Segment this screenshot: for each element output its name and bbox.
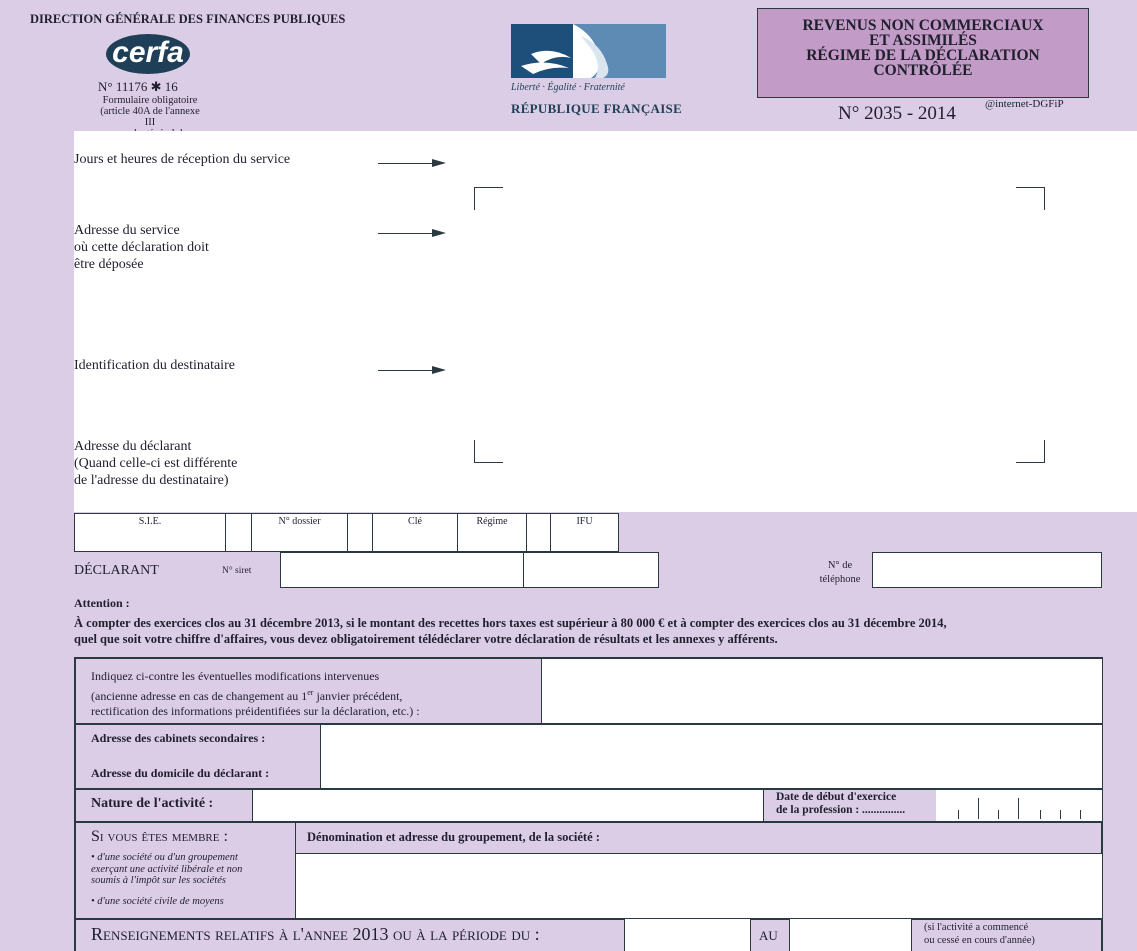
modifications-line-1: Indiquez ci-contre les éventuelles modifications intervenues — [91, 669, 380, 683]
mod-line-2a: (ancienne adresse en cas de changement au 1 — [91, 688, 308, 703]
nature-activite-label: Nature de l'activité : — [91, 796, 214, 811]
modifications-line-3: rectification des informations préidentifiées sur la déclaration, etc.) : — [91, 704, 420, 718]
form-title-box — [757, 8, 1089, 98]
renseignements-label: Renseignements relatifs à l'annee 2013 ou à la période du : — [91, 924, 540, 944]
form-number: N° 2035 - 2014 — [838, 103, 956, 124]
membre-item-2: • d'une société civile de moyens — [91, 896, 224, 907]
mod-line-2b: janvier précédent, — [313, 688, 403, 703]
denomination-input-2[interactable] — [295, 885, 1102, 919]
adresse-service-label — [74, 222, 209, 273]
membre-item-1-line-3: soumis à l'impôt sur les sociétés — [91, 875, 226, 886]
periode-note-line-1: (si l'activité a commencé — [924, 922, 1029, 933]
adresse-declarant-line-1: Adresse du déclarant — [74, 439, 192, 454]
au-label: AU — [759, 928, 778, 943]
date-tick — [1080, 810, 1081, 819]
nature-activite-input[interactable] — [252, 790, 764, 821]
tel-line-2: téléphone — [819, 574, 861, 585]
periode-note — [924, 921, 1035, 947]
direction-heading: DIRECTION GÉNÉRALE DES FINANCES PUBLIQUES — [30, 12, 346, 26]
telephone-input[interactable] — [872, 552, 1102, 588]
cerfa-number: N° 11176 ✱ 16 — [98, 79, 178, 94]
title-line-2: ET ASSIMILÉS — [869, 32, 977, 49]
arrow-right-icon — [432, 159, 446, 167]
membre-title: Si vous êtes membre : — [91, 828, 228, 845]
corner-top-left — [474, 187, 503, 210]
service-area-right — [1089, 131, 1137, 512]
arrow-right-icon — [432, 366, 446, 374]
periode-note-line-2: ou cessé en cours d'année) — [924, 935, 1035, 946]
domicile-label: Adresse du domicile du déclarant : — [91, 766, 270, 780]
motto: Liberté · Égalité · Fraternité — [511, 82, 625, 93]
attention-line-2: quel que soit votre chiffre d'affaires, vous devez obligatoirement télédéclarer votre déclaration de résultats et les annexes y afférents. — [74, 632, 778, 646]
declarant-label: DÉCLARANT — [74, 563, 159, 578]
date-line-2: de la profession : ............... — [776, 804, 906, 816]
date-tick — [1040, 810, 1041, 819]
domicile-input[interactable] — [320, 756, 1102, 789]
date-debut-label — [776, 791, 905, 817]
attention-title: Attention : — [74, 596, 130, 610]
regime-key-cell[interactable] — [526, 513, 551, 552]
tel-line-1: N° de — [827, 560, 853, 571]
article-line-1: (article 40A de l'annexe III — [100, 106, 200, 128]
membre-item-1-line-2: exerçant une activité libérale et non — [91, 863, 243, 875]
date-tick — [998, 810, 999, 819]
periode-debut-input[interactable] — [624, 919, 751, 951]
arrow-line-3 — [378, 370, 432, 371]
attention-line-1: À compter des exercices clos au 31 décembre 2013, si le montant des recettes hors taxes est supérieur à 80 000 € et à compter des exercices clos au 31 décembre 2014, — [74, 616, 947, 630]
adresse-declarant-line-2: (Quand celle-ci est différente — [74, 456, 238, 471]
arrow-line-1 — [378, 163, 432, 164]
denomination-label: Dénomination et adresse du groupement, de la société : — [307, 830, 600, 844]
corner-bottom-left — [474, 440, 503, 463]
corner-top-right — [1016, 187, 1045, 210]
title-line-4: CONTRÔLÉE — [873, 62, 973, 79]
dossier-cell[interactable]: N° dossier — [251, 513, 348, 552]
siret-input[interactable] — [280, 552, 524, 588]
ifu-cell[interactable]: IFU — [550, 513, 619, 552]
title-line-3: RÉGIME DE LA DÉCLARATION — [806, 47, 1040, 64]
cle-cell[interactable]: Clé — [372, 513, 458, 552]
date-line-1: Date de début d'exercice — [776, 791, 897, 803]
modifications-input-1[interactable] — [541, 659, 1102, 691]
marianne-icon — [511, 24, 666, 78]
sie-cell[interactable]: S.I.E. — [74, 513, 226, 552]
adresse-service-line-3: être déposée — [74, 257, 144, 272]
date-tick — [1018, 798, 1019, 819]
modifications-input-2[interactable] — [541, 690, 1102, 724]
regime-cell[interactable]: Régime — [457, 513, 527, 552]
date-tick — [978, 798, 979, 819]
siret-label: N° siret — [222, 566, 252, 576]
title-line-1: REVENUS NON COMMERCIAUX — [802, 17, 1044, 34]
cerfa-logo: cerfa — [106, 34, 190, 74]
date-debut-input[interactable] — [936, 790, 1102, 821]
identification-label: Identification du destinataire — [74, 358, 235, 373]
adresse-declarant-label — [74, 438, 237, 489]
siret-input-2[interactable] — [523, 552, 659, 588]
date-tick — [1060, 810, 1061, 819]
denomination-input-1[interactable] — [295, 853, 1102, 886]
modifications-line-2 — [91, 685, 420, 705]
telephone-label — [812, 559, 868, 587]
adresse-service-line-2: où cette déclaration doit — [74, 240, 209, 255]
membre-item-1-line-1: • d'une société ou d'un groupement — [91, 852, 238, 863]
arrow-line-2 — [378, 233, 432, 234]
arrow-right-icon — [432, 229, 446, 237]
attention-text — [74, 615, 1134, 647]
mod-line-2-sup: er — [307, 687, 314, 697]
internet-label: @internet-DGFiP — [985, 98, 1064, 110]
periode-fin-input[interactable] — [789, 919, 912, 951]
marianne-logo — [511, 24, 666, 78]
republic-label: RÉPUBLIQUE FRANÇAISE — [511, 101, 683, 116]
jours-label: Jours et heures de réception du service — [74, 152, 291, 167]
divider-4 — [76, 918, 1101, 920]
modifications-label — [91, 669, 420, 720]
adresse-service-line-1: Adresse du service — [74, 223, 180, 238]
mandatory-text: Formulaire obligatoire — [102, 95, 198, 106]
membre-item-1 — [91, 852, 242, 887]
date-tick — [958, 810, 959, 819]
cabinets-label: Adresse des cabinets secondaires : — [91, 731, 266, 745]
dossier-key-cell[interactable] — [347, 513, 373, 552]
adresse-declarant-line-3: de l'adresse du destinataire) — [74, 473, 229, 488]
corner-bottom-right — [1016, 440, 1045, 463]
sie-key-cell[interactable] — [225, 513, 252, 552]
cabinets-input[interactable] — [320, 725, 1102, 757]
